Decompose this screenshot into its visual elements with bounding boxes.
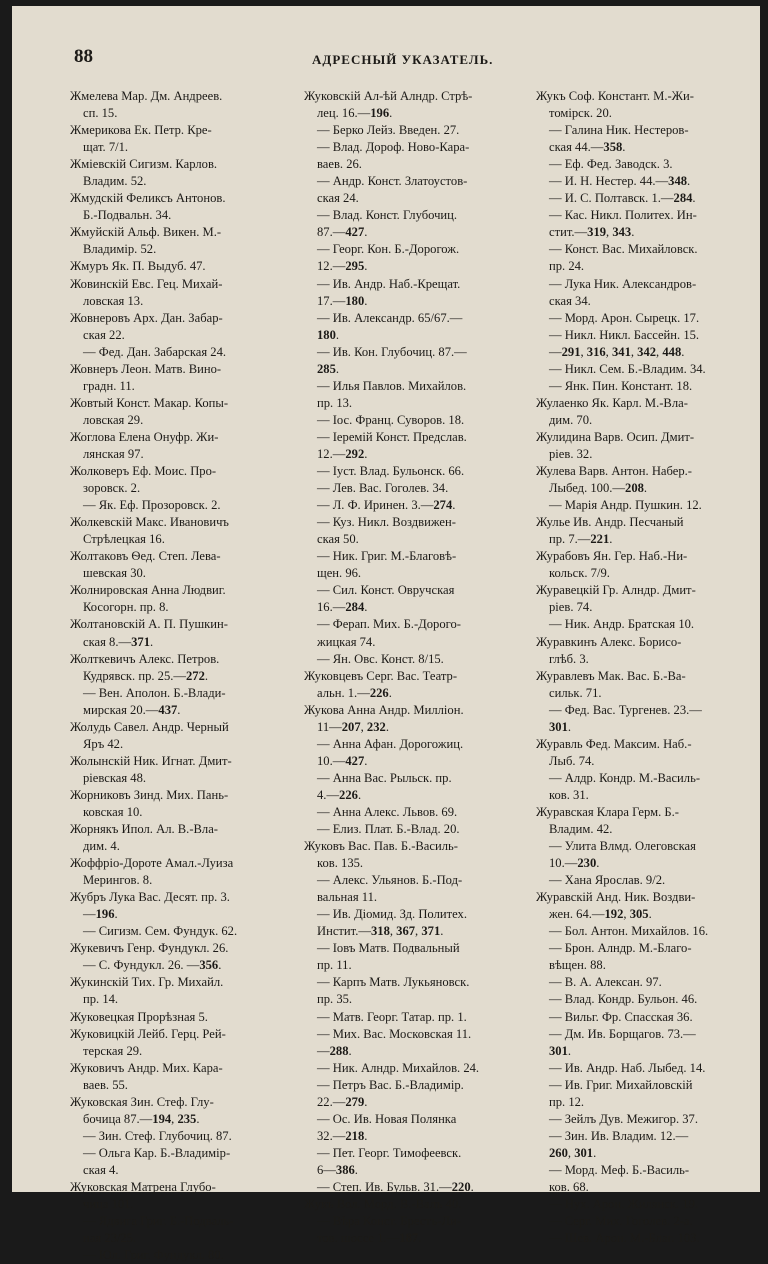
entry-continuation: глѣб. 3. (549, 651, 589, 666)
entry-continuation: ловская 29. (83, 412, 144, 427)
entry-continuation: бочица 87.—194, 235. (83, 1111, 200, 1126)
entry-continuation: ская 4. (83, 1162, 119, 1177)
entry-continuation: — Брон. Алндр. М.-Благо- (549, 941, 692, 956)
entry-continuation: Мерингов. 8. (83, 873, 153, 888)
entry-continuation: — Улита Влмд. Олеговская (549, 839, 696, 854)
entry-continuation: 6—386. (317, 1162, 358, 1177)
entry-continuation: Лыбед. 100.—208. (549, 481, 648, 496)
entry-continuation: терская 29. (83, 1043, 143, 1058)
entry-continuation: ская 8.—371. (83, 634, 154, 649)
entry-line: Жмiевскiй Сигизм. Карлов. (70, 157, 218, 172)
entry-continuation: сп. 15. (83, 106, 118, 121)
entry-continuation: ваев. 55. (83, 1077, 128, 1092)
entry-line: Жовинскiй Евс. Гец. Михай- (70, 276, 223, 291)
entry-continuation: — Сигизм. Сем. Фундук. 62. (83, 924, 238, 939)
entry-continuation: — Фед. Вас. Тургенев. 23.— (549, 702, 702, 717)
entry-continuation: — Як. Еф. Прозоровск. 2. (83, 498, 221, 513)
entry-continuation: — Ферап. Мих. Б.-Дорого- (317, 617, 461, 632)
entry-continuation: — Ник. Алндр. Михайлов. 24. (317, 1060, 480, 1075)
entry-continuation: — Лев. Вас. Гоголев. 34. (317, 481, 449, 496)
entry-continuation: томiрск. 20. (549, 106, 612, 121)
entry-continuation: пр. 35. (317, 992, 353, 1007)
entry-continuation: — Вильг. Фр. Спасская 36. (549, 1009, 693, 1024)
entry-line: Жулева Варв. Антон. Набер.- (536, 464, 692, 479)
entry-continuation: ваев. 26. (317, 157, 362, 172)
entry-continuation: — Ян. Овс. Конст. 8/15. (317, 651, 444, 666)
entry-line: Жукова Анна Андр. Миллiон. (304, 702, 464, 717)
column-3 (536, 88, 752, 1247)
entry-continuation: — Iовъ Матв. Подвальный (317, 941, 460, 956)
entry-continuation: 16.—284. (317, 600, 368, 615)
entry-continuation: — И. С. Полтавск. 1.—284. (549, 191, 696, 206)
entry-continuation: шевская 30. (83, 566, 146, 581)
entry-continuation: — Анна Алекс. Львов. 69. (317, 804, 458, 819)
entry-continuation: — Зин. Ив. Владим. 12.— (549, 1128, 689, 1143)
entry-continuation: — Матв. Георг. Татар. пр. 1. (317, 1009, 467, 1024)
entry-continuation: — Ив. Дiомид. Зд. Политех. (317, 907, 467, 922)
entry-continuation: — И. Н. Нестер. 44.—348. (549, 174, 691, 189)
entry-continuation: — Елиз. Плат. Б.-Влад. 20. (317, 822, 460, 837)
entry-continuation: ков. 135. (317, 856, 364, 871)
entry-line: Жуковцевъ Серг. Вас. Театр- (304, 668, 458, 683)
entry-continuation: — Берко Лейз. Введен. 27. (317, 123, 460, 138)
entry-line: Журавская Клара Герм. Б.- (536, 804, 679, 819)
entry-continuation: — Георг. Кон. Б.-Дорогож. (317, 242, 460, 257)
entry-continuation: лянская 97. (83, 446, 144, 461)
entry-continuation: — Iеремiй Конст. Предслав. (317, 429, 467, 444)
entry-continuation: — Ос. Ив. Новая Полянка (317, 1111, 457, 1126)
entry-continuation: рiев. 74. (549, 600, 593, 615)
entry-continuation: градн. 11. (83, 378, 135, 393)
entry-line: Жмерикова Ек. Петр. Кре- (70, 123, 212, 138)
entry-continuation: — Лука Ник. Александров- (549, 276, 697, 291)
entry-line: Жолковеръ Еф. Моис. Про- (70, 464, 217, 479)
entry-continuation: ковская 10. (83, 804, 143, 819)
entry-continuation: чица 101. (83, 1197, 134, 1212)
entry-continuation: ная 23/25. (83, 1231, 137, 1246)
entry-continuation: — Ольга Кар. Б.-Владимiр- (83, 1145, 231, 1160)
entry-continuation: — Марiя Андр. Пушкин. 12. (549, 498, 702, 513)
entry-continuation: Инстит.—318, 367, 371. (317, 924, 444, 939)
entry-continuation: — Влад. Дороф. Ново-Кара- (317, 140, 470, 155)
entry-continuation: Кудрявск. пр. 25.—272. (83, 668, 209, 683)
entry-line: Жмуйскiй Альф. Викен. М.- (70, 225, 222, 240)
entry-continuation: — Еф. Фед. Заводск. 3. (549, 157, 673, 172)
entry-continuation: 12.—295. (317, 259, 368, 274)
entry-continuation: 11—207, 232. (317, 719, 389, 734)
entry-continuation: — Зин. Стеф. Глубочиц. 87. (83, 1128, 232, 1143)
entry-continuation: вальная 11. (317, 890, 378, 905)
entry-continuation: ков. 68. (549, 1180, 589, 1194)
entry-line: Жолудь Савел. Андр. Черный (70, 719, 229, 734)
entry-line: Журавлевъ Мак. Вас. Б.-Ва- (536, 668, 686, 683)
entry-continuation: вѣщен. 88. (549, 958, 606, 973)
entry-line: Жуковская Зин. Стеф. Глу- (70, 1094, 214, 1109)
entry-continuation: ловская 13. (83, 293, 144, 308)
entry-line: Жмуръ Як. П. Выдуб. 47. (70, 259, 206, 274)
entry-continuation: лец. 16.—196. (317, 106, 393, 121)
entry-continuation: — Фед. Дан. Забарская 24. (83, 344, 227, 359)
entry-continuation: жен. 64.—192, 305. (549, 907, 652, 922)
entry-continuation: 180. (317, 327, 340, 342)
entry-continuation: — Вен. Аполон. Б.-Влади- (83, 685, 226, 700)
entry-line: Жубръ Лука Вас. Десят. пр. 3. (70, 890, 230, 905)
entry-continuation: — Янк. Пин. Констант. 18. (549, 378, 693, 393)
entry-continuation: рiевская 48. (83, 770, 147, 785)
entry-continuation: зоровск. 2. (83, 481, 141, 496)
entry-line: Жуковицкiй Лейб. Герц. Рей- (70, 1026, 226, 1041)
entry-continuation: сильк. 71. (549, 685, 602, 700)
entry-continuation: — Галина Ник. Нестеров- (549, 123, 689, 138)
entry-continuation: — Iуст. Влад. Бульонск. 66. (317, 464, 465, 479)
entry-continuation: — Ник. Андр. Братская 10. (549, 617, 695, 632)
entry-continuation: 32.—218. (317, 1128, 368, 1143)
entry-continuation: — Мих. Вас. Московская 11. (317, 1026, 472, 1041)
entry-continuation: — Морд. Меф. Б.-Василь- (549, 1162, 690, 1177)
entry-continuation: стит.—319, 343. (549, 225, 635, 240)
entry-continuation: — Куз. Никл. Воздвижен- (317, 515, 456, 530)
entry-continuation: — Шев. Арон. М.-Благ. 103. (549, 1231, 700, 1246)
entry-continuation: — Ив. Кон. Глубочиц. 87.— (317, 344, 467, 359)
entry-continuation: —291, 316, 341, 342, 448. (549, 344, 685, 359)
entry-continuation: — Анна Афан. Дорогожиц. (317, 736, 464, 751)
entry-continuation: пр. 13. (317, 395, 353, 410)
entry-continuation: 285. (317, 361, 340, 376)
entry-continuation: 17.—180. (317, 293, 368, 308)
entry-continuation: ская 34. (549, 293, 591, 308)
entry-line: Жоглова Елена Онуфр. Жи- (70, 429, 219, 444)
entry-line: Жуковъ Вас. Пав. Б.-Василь- (304, 839, 458, 854)
entry-continuation: 301. (549, 1043, 572, 1058)
entry-continuation: — Серг. Мих. Гоголев. 2-а. (549, 1214, 693, 1229)
entry-line: Жмелева Мар. Дм. Андреев. (70, 89, 223, 103)
entry-continuation: 4.—226. (317, 787, 362, 802)
entry-continuation: — Бол. Антон. Михайлов. 16. (549, 924, 709, 939)
entry-continuation: — Ив. Андр. Наб. Лыбед. 14. (549, 1060, 706, 1075)
entry-line: Жоффрiо-Дороте Амал.-Луиза (70, 856, 234, 871)
entry-line: Журавкинъ Алекс. Борисо- (536, 634, 682, 649)
entry-continuation: щат. 7/1. (83, 140, 129, 155)
entry-line: Жмудскiй Феликсъ Антонов. (70, 191, 226, 206)
entry-continuation: — Андр. Конст. Златоустов- (317, 174, 468, 189)
entry-line: Жорнякъ Ипол. Ал. В.-Вла- (70, 822, 218, 837)
entry-continuation: ков. 31. (549, 787, 589, 802)
entry-continuation: — Л. Ф. Иринен. 3.—274. (317, 498, 456, 513)
entry-continuation: — Нух. Арон. Жилянск. 19. (549, 1197, 699, 1212)
entry-continuation: — Вѣра Конст. Брестъ-Ли- (317, 1214, 461, 1229)
entry-continuation: Владим. 42. (549, 822, 613, 837)
entry-line: Жулье Ив. Андр. Песчаный (536, 515, 684, 530)
entry-line: Жулаенко Як. Карл. М.-Вла- (536, 395, 688, 410)
entry-continuation: Владим. 52. (83, 174, 147, 189)
entry-continuation: 10.—427. (317, 753, 368, 768)
entry-continuation: пр. 7.—221. (549, 532, 613, 547)
entry-continuation: дим. 70. (549, 412, 593, 427)
entry-continuation: 301. (549, 719, 572, 734)
entry-continuation: ская 22. (83, 327, 125, 342)
entry-continuation: — Морд. Арон. Сырецк. 17. (549, 310, 700, 325)
entry-continuation: — Никл. Сем. Б.-Владим. 34. (549, 361, 706, 376)
entry-continuation: Владимiр. 52. (83, 242, 157, 257)
entry-continuation: — Сил. Конст. Овручская (317, 583, 455, 598)
entry-continuation: —288. (317, 1043, 352, 1058)
entry-continuation: Косогорн. пр. 8. (83, 600, 169, 615)
entry-continuation: — В. А. Алексан. 97. (549, 975, 662, 990)
entry-line: Жулидина Варв. Осип. Дмит- (536, 429, 695, 444)
entry-continuation: —196. (83, 907, 118, 922)
entry-line: Журавль Фед. Максим. Наб.- (536, 736, 692, 751)
page (12, 6, 760, 1263)
entry-continuation: мирская 20.—437. (83, 702, 181, 717)
entry-line: Жукъ Соф. Констант. М.-Жи- (536, 89, 694, 103)
entry-continuation: — Хана Ярослав. 9/2. (549, 873, 666, 888)
entry-continuation: — Алекс. Ульянов. Б.-Под- (317, 873, 463, 888)
entry-continuation: кольск. 7/9. (549, 566, 610, 581)
entry-continuation: Б.-Подвальн. 34. (83, 208, 172, 223)
entry-line: Журавскiй Анд. Ник. Воздви- (536, 890, 696, 905)
entry-continuation: ская 24. (317, 191, 359, 206)
entry-continuation: пр. 14. (83, 992, 119, 1007)
entry-continuation: жицкая 74. (317, 634, 376, 649)
entry-line: Жолкевскiй Макс. Ивановичъ (70, 515, 229, 530)
entry-line: Жуковецкая Прорѣзная 5. (70, 1009, 208, 1024)
running-header: АДРЕСНЫЙ УКАЗАТЕЛЬ. (312, 52, 494, 67)
entry-continuation: 87.—427. (317, 225, 368, 240)
entry-line: Жолткевичъ Алекс. Петров. (70, 651, 220, 666)
entry-continuation: 260, 301. (549, 1145, 597, 1160)
entry-continuation: — Пет. Георг. Тимофеевск. (317, 1145, 462, 1160)
entry-continuation: пр. 11. (317, 958, 352, 973)
entry-continuation: — Степ. Ив. Бульв. 31.—220. (317, 1180, 474, 1194)
entry-continuation: — Илья Павлов. Михайлов. (317, 378, 467, 393)
entry-continuation: дим. 4. (83, 839, 120, 854)
entry-continuation: — Дм. Ив. Борщагов. 73.— (549, 1026, 696, 1041)
page-number: 88 (74, 46, 93, 67)
entry-line: Журавецкiй Гр. Алндр. Дмит- (536, 583, 696, 598)
entry-continuation: альн. 1.—226. (317, 685, 392, 700)
entry-line: Жовнеровъ Арх. Дан. Забар- (70, 310, 223, 325)
entry-line: Жолтаковъ Ѳед. Степ. Лева- (70, 549, 221, 564)
entry-continuation: — Ив. Григ. Михайловскiй (549, 1077, 693, 1092)
entry-continuation: — Ник. Григ. М.-Благовѣ- (317, 549, 457, 564)
entry-line: Жуковскiй Ал-ѣй Алндр. Стрѣ- (304, 89, 473, 103)
column-2 (304, 88, 522, 1247)
entry-continuation: 10.—230. (549, 856, 600, 871)
entry-continuation: — Iос. Франц. Суворов. 18. (317, 412, 465, 427)
entry-continuation: — Ив. Андр. Наб.-Крещат. (317, 276, 461, 291)
entry-continuation: — Ив. Александр. 65/67.— (317, 310, 463, 325)
entry-continuation: Лыб. 74. (549, 753, 595, 768)
entry-continuation: рiев. 32. (549, 446, 593, 461)
entry-continuation: — Влад. Конст. Глубочиц. (317, 208, 458, 223)
entry-line: Жукъ Вол. Морд. В.-Валъ 40. (304, 1197, 462, 1212)
entry-line: Жорниковъ Зинд. Мих. Пань- (70, 787, 229, 802)
entry-continuation: ская 44.—358. (549, 140, 626, 155)
entry-continuation: — С. Фундукл. 26. —356. (83, 958, 222, 973)
entry-continuation: — Никл. Никл. Бассейн. 15. (549, 327, 700, 342)
entry-line: Жовтый Конст. Макар. Копы- (70, 395, 229, 410)
entry-continuation: — Анна Вас. Рыльск. пр. (317, 770, 452, 785)
entry-continuation: пр. 24. (549, 259, 585, 274)
entry-continuation: — Карпъ Матв. Лукьяновск. (317, 975, 470, 990)
entry-continuation: — Ядвига Григ. Б.-Подваль- (83, 1214, 234, 1229)
entry-continuation: 22.—279. (317, 1094, 368, 1109)
entry-continuation: — Петръ Вас. Б.-Владимiр. (317, 1077, 464, 1092)
entry-line: Жуковичъ Андр. Мих. Кара- (70, 1060, 223, 1075)
entry-line: Жуковская Матрена Глубо- (70, 1180, 216, 1194)
entry-line: Журабовъ Ян. Гер. Наб.-Ни- (536, 549, 688, 564)
entry-line: Жовнеръ Леон. Матв. Вино- (70, 361, 222, 376)
entry-continuation: — Зейлъ Дув. Межигор. 37. (549, 1111, 699, 1126)
entry-line: Жолнировская Анна Людвиг. (70, 583, 226, 598)
entry-continuation: пр. 12. (549, 1094, 585, 1109)
entry-line: Жукинскiй Тих. Гр. Михайл. (70, 975, 224, 990)
entry-continuation: 12.—292. (317, 446, 368, 461)
entry-continuation: — Юл. Григ. Фундукл. 80. (83, 1248, 224, 1263)
entry-line: Жолынскiй Ник. Игнат. Дмит- (70, 753, 232, 768)
entry-continuation: — Конст. Вас. Михайловск. (549, 242, 698, 257)
entry-line: Жукевичъ Генр. Фундукл. 26. (70, 941, 229, 956)
entry-continuation: тов. шоссе 1.—187. (317, 1231, 422, 1246)
entry-continuation: Яръ 42. (83, 736, 124, 751)
column-1 (70, 88, 288, 1264)
entry-continuation: щен. 96. (317, 566, 362, 581)
entry-continuation: ская 50. (317, 532, 359, 547)
entry-continuation: — Влад. Кондр. Бульон. 46. (549, 992, 698, 1007)
entry-continuation: — Алдр. Кондр. М.-Василь- (549, 770, 701, 785)
entry-continuation: — Кас. Никл. Политех. Ин- (549, 208, 697, 223)
entry-continuation: Стрѣлецкая 16. (83, 532, 165, 547)
entry-line: Жолтановскiй А. П. Пушкин- (70, 617, 228, 632)
